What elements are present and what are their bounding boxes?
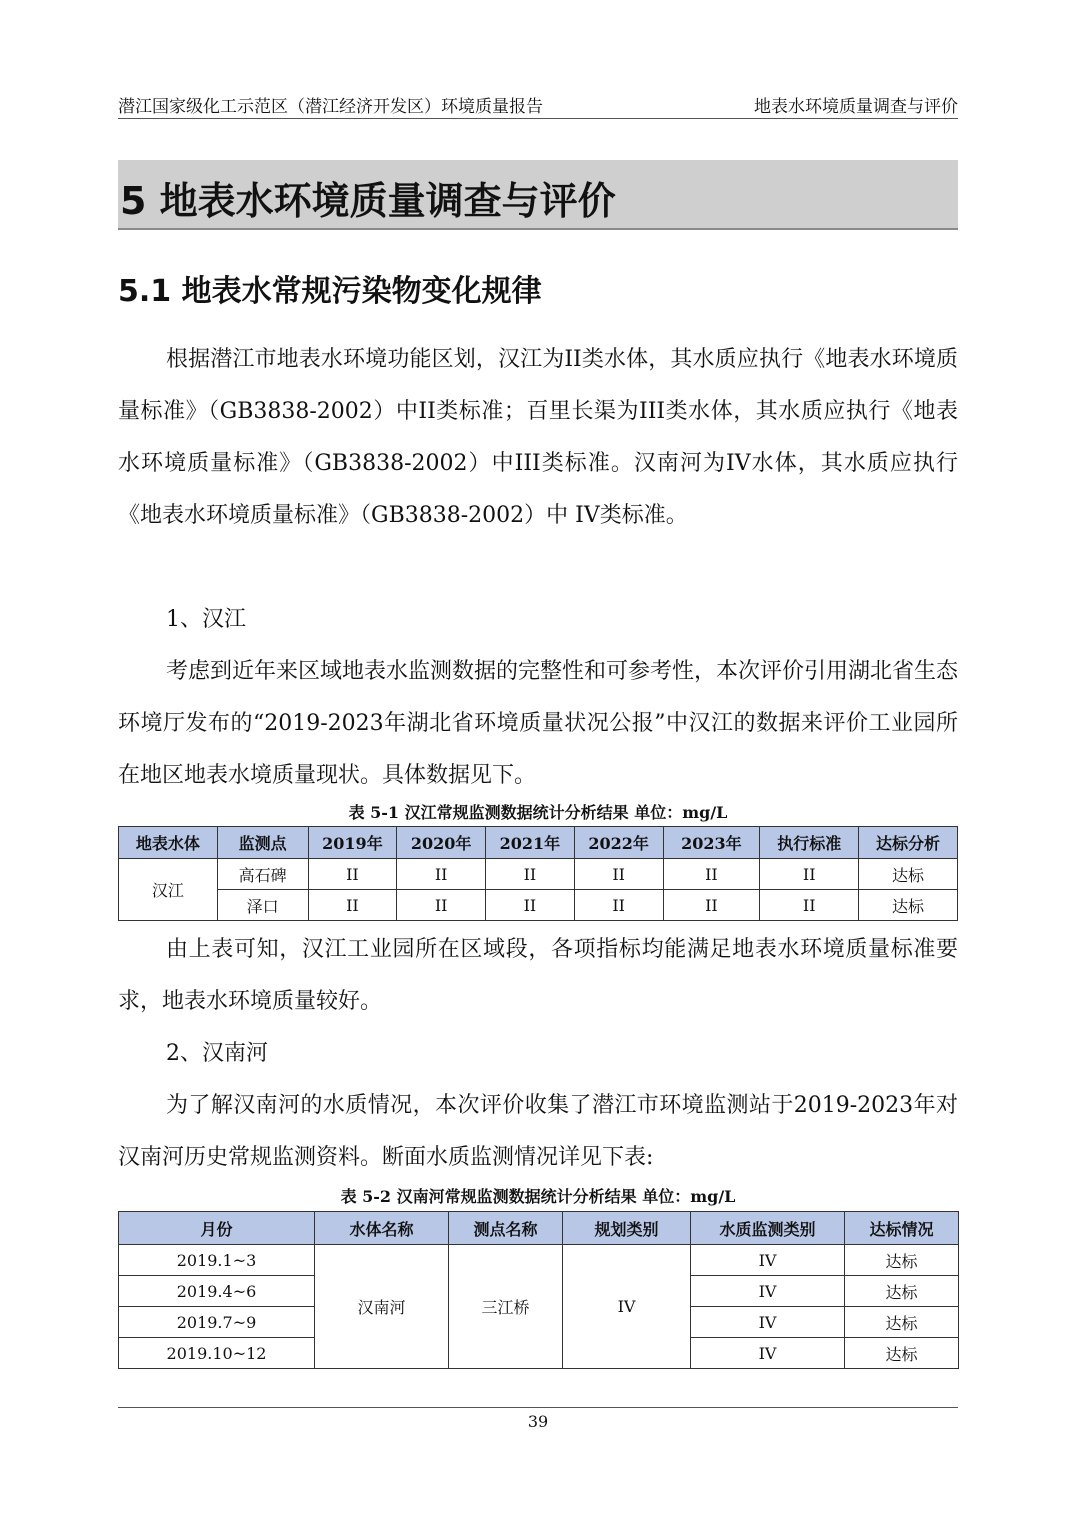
- hannan-paragraph: 为了解汉南河的水质情况，本次评价收集了潜江市环境监测站于2019-2023年对汉南河历史常规监测资料。断面水质监测情况详见下表:: [118, 1093, 958, 1170]
- chapter-heading-band: [118, 160, 958, 230]
- hanjiang-monitoring-table: [118, 826, 958, 921]
- header-cell: 达标情况: [845, 1212, 959, 1245]
- period-cell: 2019.10~12: [119, 1338, 315, 1369]
- header-cell: 达标分析: [859, 827, 958, 859]
- table-cell: II: [760, 859, 859, 890]
- header-cell: 2023年: [663, 827, 760, 859]
- header-chapter-title: 地表水环境质量调查与评价: [754, 97, 958, 117]
- table-cell: 达标: [845, 1245, 959, 1276]
- header-report-title: 潜江国家级化工示范区（潜江经济开发区）环境质量报告: [118, 97, 543, 117]
- header-cell: 月份: [119, 1212, 315, 1245]
- table-cell: 达标: [845, 1276, 959, 1307]
- water-body-cell: 汉南河: [315, 1245, 449, 1369]
- header-cell: 2020年: [397, 827, 486, 859]
- hannan-monitoring-table: [118, 1211, 959, 1369]
- period-cell: 2019.4~6: [119, 1276, 315, 1307]
- hanjiang-conclusion-paragraph: 由上表可知，汉江工业园所在区域段，各项指标均能满足地表水环境质量标准要求，地表水环境质量较好。: [118, 937, 958, 1014]
- table-row: [119, 890, 958, 921]
- table-cell: IV: [691, 1338, 845, 1369]
- header-cell: 地表水体: [119, 827, 218, 859]
- header-cell: 测点名称: [449, 1212, 563, 1245]
- table-cell: II: [663, 859, 760, 890]
- chapter-title: 5 地表水环境质量调查与评价: [120, 179, 616, 223]
- running-header: [118, 90, 958, 118]
- table-cell: II: [760, 890, 859, 921]
- table-cell: 达标: [859, 859, 958, 890]
- table-cell: II: [574, 890, 663, 921]
- table-cell: II: [663, 890, 760, 921]
- page-number: 39: [527, 1412, 549, 1431]
- table-row: [119, 1245, 959, 1276]
- table-header-row: [119, 1212, 959, 1245]
- table-cell: 达标: [845, 1307, 959, 1338]
- period-cell: 2019.1~3: [119, 1245, 315, 1276]
- water-body-cell: 汉江: [119, 859, 218, 921]
- table-cell: II: [574, 859, 663, 890]
- header-cell: 水质监测类别: [691, 1212, 845, 1245]
- planned-class-cell: IV: [563, 1245, 691, 1369]
- intro-paragraph: 根据潜江市地表水环境功能区划，汉江为II类水体，其水质应执行《地表水环境质量标准》（GB3838-2002）中II类标准；百里长渠为III类水体，其水质应执行《地表水环境质量标准》（GB3838-2002）中III类标准。汉南河为IV水体，其水质应执行《地表水环境质量标准》（GB3838-2002）中 IV类标准。: [118, 347, 958, 528]
- hanjiang-paragraph: 考虑到近年来区域地表水监测数据的完整性和可参考性，本次评价引用湖北省生态环境厅发布的“2019-2023年湖北省环境质量状况公报”中汉江的数据来评价工业园所在地区地表水境质量现状。具体数据见下。: [118, 659, 959, 788]
- table-cell: IV: [691, 1245, 845, 1276]
- hanjiang-subheading: 1、汉江: [166, 607, 246, 632]
- header-cell: 执行标准: [760, 827, 859, 859]
- table-row: [119, 859, 958, 890]
- table-cell: II: [486, 859, 575, 890]
- table-cell: 达标: [845, 1338, 959, 1369]
- table-cell: II: [486, 890, 575, 921]
- header-cell: 2019年: [308, 827, 397, 859]
- header-cell: 水体名称: [315, 1212, 449, 1245]
- monitoring-point-cell: 泽口: [217, 890, 308, 921]
- table-cell: IV: [691, 1276, 845, 1307]
- hannan-subheading: 2、汉南河: [166, 1041, 268, 1066]
- header-divider: [118, 118, 958, 119]
- table-cell: II: [308, 890, 397, 921]
- footer-divider: [118, 1407, 958, 1408]
- period-cell: 2019.7~9: [119, 1307, 315, 1338]
- table-header-row: [119, 827, 958, 859]
- header-cell: 监测点: [217, 827, 308, 859]
- monitoring-point-cell: 高石碑: [217, 859, 308, 890]
- header-cell: 2022年: [574, 827, 663, 859]
- table-cell: II: [397, 890, 486, 921]
- table2-caption: 表 5-2 汉南河常规监测数据统计分析结果 单位：mg/L: [340, 1187, 736, 1206]
- table1-caption: 表 5-1 汉江常规监测数据统计分析结果 单位：mg/L: [348, 803, 728, 822]
- station-cell: 三江桥: [449, 1245, 563, 1369]
- table-cell: II: [397, 859, 486, 890]
- section-title: 5.1 地表水常规污染物变化规律: [118, 274, 542, 309]
- table-cell: IV: [691, 1307, 845, 1338]
- table-cell: 达标: [859, 890, 958, 921]
- header-cell: 规划类别: [563, 1212, 691, 1245]
- header-cell: 2021年: [486, 827, 575, 859]
- table-cell: II: [308, 859, 397, 890]
